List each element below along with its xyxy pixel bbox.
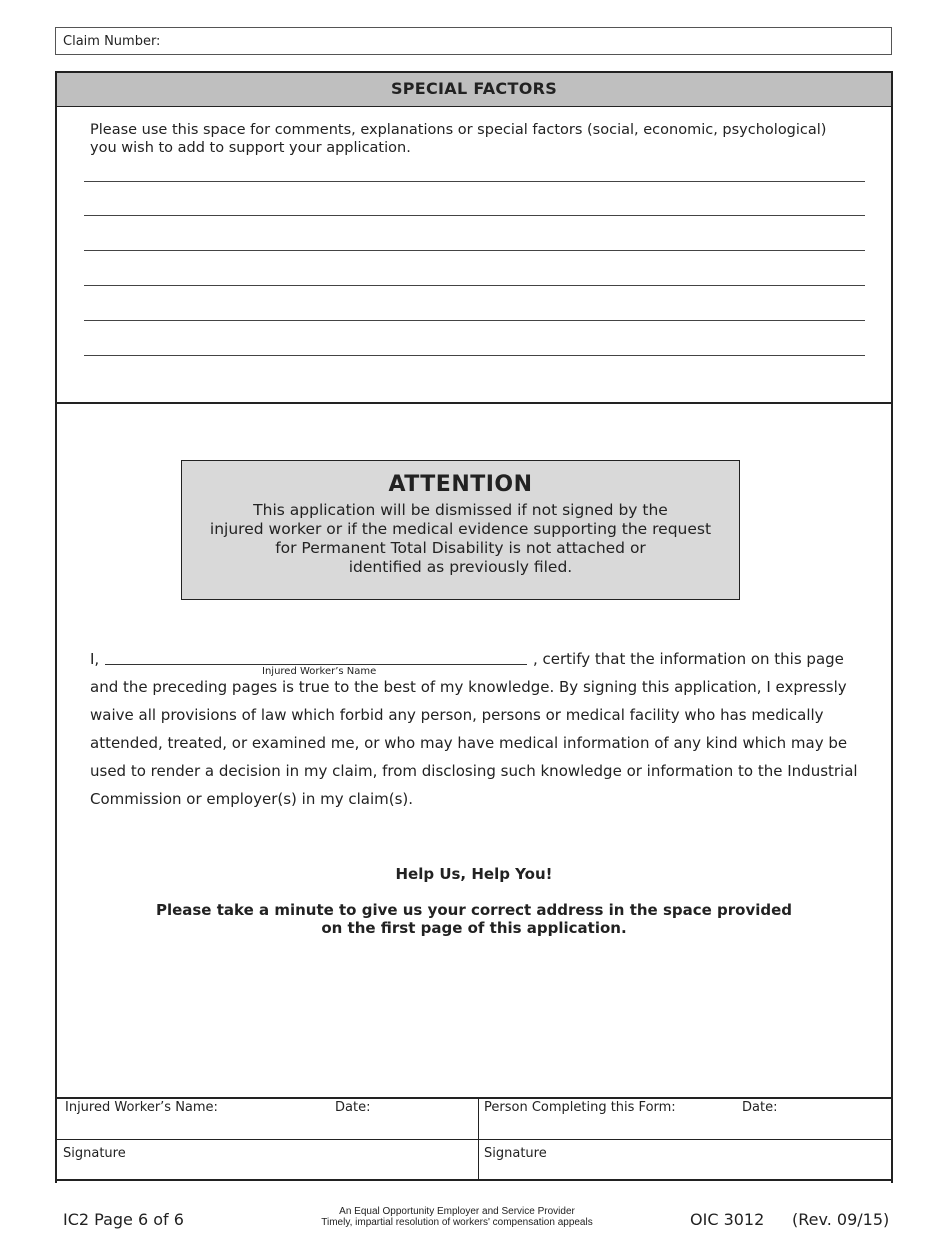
certification-suffix: , certify that the information on this page (533, 650, 844, 668)
comment-line[interactable] (84, 355, 865, 356)
comment-line[interactable] (84, 215, 865, 216)
instructions-line: Please use this space for comments, explanations or special factors (social, economic, psychological) (90, 122, 827, 138)
person-completing-cell[interactable] (479, 1099, 891, 1139)
attention-box (181, 460, 740, 600)
injured-worker-name-cell[interactable] (57, 1099, 478, 1139)
special-factors-instructions (90, 121, 870, 157)
page-number: IC2 Page 6 of 6 (63, 1210, 184, 1229)
attention-title: ATTENTION (388, 472, 533, 497)
certification-line: attended, treated, or examined me, or who may have medical information of any kind which may be (90, 734, 848, 752)
comment-line[interactable] (84, 250, 865, 251)
section-divider (55, 402, 893, 404)
help-line: on the first page of this application. (321, 919, 627, 937)
date-label-left: Date: (335, 1100, 371, 1115)
footer-tagline (300, 1206, 614, 1228)
special-factors-title: SPECIAL FACTORS (57, 73, 891, 107)
injured-worker-name-label: Injured Worker’s Name: (65, 1100, 218, 1115)
signature-table-border-bottom (55, 1179, 893, 1181)
signature-field-left[interactable] (57, 1140, 478, 1179)
signature-field-right[interactable] (479, 1140, 891, 1179)
footer-tagline-line: Timely, impartial resolution of workers' compensation appeals (321, 1217, 593, 1228)
attention-body (182, 501, 739, 577)
comment-line[interactable] (84, 181, 865, 182)
form-number: OIC 3012 (690, 1210, 765, 1229)
attention-line: for Permanent Total Disability is not attached or (275, 539, 646, 557)
comment-line[interactable] (84, 285, 865, 286)
certification-line: used to render a decision in my claim, from disclosing such knowledge or information to the Industrial (90, 762, 858, 780)
form-revision: (Rev. 09/15) (792, 1210, 890, 1229)
help-title: Help Us, Help You! (395, 865, 553, 883)
signature-label-right: Signature (484, 1146, 547, 1161)
signature-label-left: Signature (63, 1146, 126, 1161)
comment-line[interactable] (84, 320, 865, 321)
attention-line: injured worker or if the medical evidence supporting the request (209, 520, 712, 538)
person-completing-label: Person Completing this Form: (484, 1100, 676, 1115)
help-line: Please take a minute to give us your correct address in the space provided (155, 901, 793, 919)
injured-worker-name-caption: Injured Worker’s Name (262, 666, 377, 677)
certification-prefix: I, (90, 650, 100, 668)
claim-number-field[interactable] (55, 27, 892, 55)
certification-line: and the preceding pages is true to the best of my knowledge. By signing this application, I expressly (90, 678, 847, 696)
instructions-line: you wish to add to support your application. (90, 140, 411, 156)
help-body (57, 901, 891, 937)
attention-line: This application will be dismissed if not signed by the (253, 501, 668, 519)
certification-line: waive all provisions of law which forbid any person, persons or medical facility who has medically (90, 706, 824, 724)
frame-border-right (891, 71, 893, 1183)
claim-number-label: Claim Number: (63, 34, 161, 49)
injured-worker-name-input[interactable] (105, 664, 527, 665)
frame-border-left (55, 71, 57, 1183)
attention-line: identified as previously filed. (348, 558, 573, 576)
date-label-right: Date: (742, 1100, 778, 1115)
footer-tagline-line: An Equal Opportunity Employer and Service Provider (339, 1206, 575, 1217)
certification-line: Commission or employer(s) in my claim(s). (90, 790, 414, 808)
